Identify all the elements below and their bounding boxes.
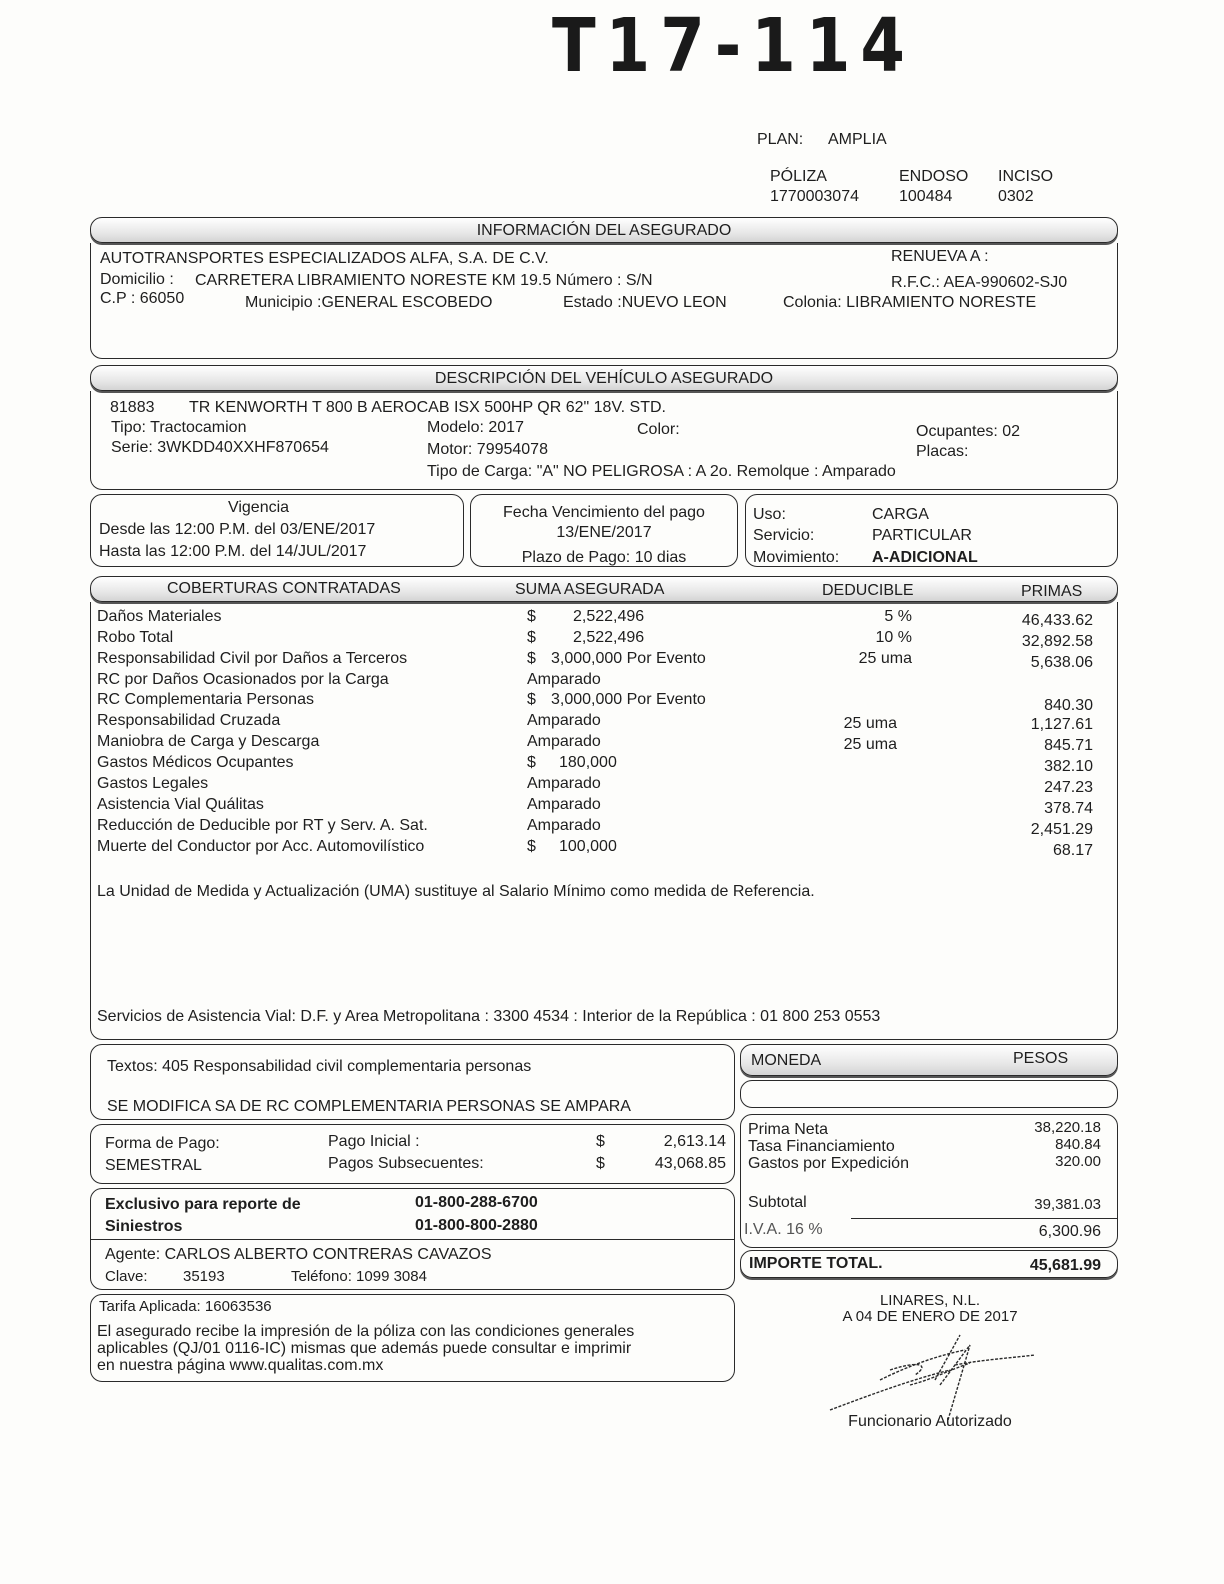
vehicle-section-title: DESCRIPCIÓN DEL VEHÍCULO ASEGURADO: [434, 370, 774, 387]
tarifa-note-line-1: El asegurado recibe la impresión de la póliza con las condiciones generales: [97, 1323, 635, 1340]
uma-note: La Unidad de Medida y Actualización (UMA) sustituye al Salario Mínimo como medida de Referencia.: [97, 883, 815, 900]
plan-label: PLAN:: [757, 131, 804, 148]
payment-method-box: [90, 1124, 735, 1184]
forma-pago-label: Forma de Pago:: [105, 1135, 220, 1152]
coverage-prima: 5,638.06: [1030, 654, 1093, 671]
coverage-name: Asistencia Vial Quálitas: [97, 796, 264, 813]
coverage-table: [90, 602, 1118, 1040]
insured-section-header: [90, 217, 1118, 243]
coverage-name: RC por Daños Ocasionados por la Carga: [97, 671, 389, 688]
siniestros-label-2: Siniestros: [105, 1218, 183, 1235]
uso-label: Uso:: [753, 506, 786, 523]
tasa-label: Tasa Financiamiento: [748, 1138, 895, 1155]
coverage-prima: 378.74: [1044, 800, 1093, 817]
moneda-label: MONEDA: [751, 1052, 822, 1069]
endoso-label: ENDOSO: [899, 168, 969, 185]
rfc: R.F.C.: AEA-990602-SJ0: [891, 274, 1068, 291]
renueva-label: RENUEVA A :: [891, 248, 989, 265]
colonia: Colonia: LIBRAMIENTO NORESTE: [783, 294, 1037, 311]
moneda-value: PESOS: [1013, 1050, 1069, 1067]
siniestros-label-1: Exclusivo para reporte de: [105, 1196, 301, 1213]
vehicle-section-header: [90, 365, 1118, 391]
domicilio-label: Domicilio :: [100, 271, 174, 288]
iva-value: 6,300.96: [1038, 1223, 1101, 1240]
coverage-suma: 180,000: [559, 754, 617, 771]
coverage-currency: $: [527, 754, 536, 771]
municipio: Municipio :GENERAL ESCOBEDO: [245, 294, 493, 311]
coverage-prima: 845.71: [1044, 737, 1093, 754]
empty-box: [740, 1080, 1118, 1108]
payment-term: Plazo de Pago: 10 dias: [521, 549, 687, 566]
vehicle-section: [90, 391, 1118, 490]
signature-place: LINARES, N.L.: [879, 1292, 981, 1309]
poliza-label: PÓLIZA: [770, 168, 827, 185]
claims-agent-box: [90, 1188, 735, 1290]
endoso-number: 100484: [899, 188, 953, 205]
coverage-suma: Amparado: [527, 796, 601, 813]
coverage-name: Responsabilidad Civil por Daños a Terceros: [97, 650, 408, 667]
vehicle-clave: 81883: [110, 399, 155, 416]
importe-total-label: IMPORTE TOTAL.: [749, 1255, 883, 1272]
subtotal-label: Subtotal: [748, 1194, 807, 1211]
deducible-col-header: DEDUCIBLE: [822, 582, 914, 599]
payment-due-box: [470, 494, 738, 567]
coverage-prima: 1,127.61: [1030, 716, 1093, 733]
coverage-table-header: [90, 576, 1118, 602]
textos-line-1: Textos: 405 Responsabilidad civil complementaria personas: [107, 1058, 532, 1075]
servicio-value: PARTICULAR: [872, 527, 972, 544]
vigencia-desde: Desde las 12:00 P.M. del 03/ENE/2017: [99, 521, 376, 538]
coverage-deducible: 25 uma: [843, 715, 897, 732]
coverage-deducible: 5 %: [884, 608, 912, 625]
coverage-prima: 68.17: [1052, 842, 1093, 859]
agent-clave: 35193: [183, 1268, 225, 1285]
vehicle-tipo-carga: Tipo de Carga: "A" NO PELIGROSA : A 2o. Remolque : Amparado: [427, 463, 896, 480]
gastos-label: Gastos por Expedición: [748, 1155, 909, 1172]
movimiento-label: Movimiento:: [753, 549, 840, 566]
coverage-deducible: 10 %: [875, 629, 912, 646]
tasa-value: 840.84: [1055, 1136, 1101, 1153]
coverage-prima: 840.30: [1044, 697, 1093, 714]
suma-col-header: SUMA ASEGURADA: [515, 581, 665, 598]
iva-label: I.V.A. 16 %: [744, 1221, 823, 1238]
coverage-suma: Amparado: [527, 775, 601, 792]
vehicle-placas: Placas:: [916, 443, 969, 460]
pagos-subsecuentes-label: Pagos Subsecuentes:: [328, 1155, 484, 1172]
inciso-label: INCISO: [998, 168, 1054, 185]
tarifa-box: [90, 1294, 735, 1382]
coverage-name: Robo Total: [97, 629, 174, 646]
coverage-deducible: 25 uma: [843, 736, 897, 753]
coverage-suma: Amparado: [527, 712, 601, 729]
vehicle-color: Color:: [637, 421, 680, 438]
insured-section: [90, 243, 1118, 359]
agent-phone: Teléfono: 1099 3084: [291, 1268, 427, 1285]
roadside-assistance-note: Servicios de Asistencia Vial: D.F. y Area Metropolitana : 3300 4534 : Interior de la República : 01 800 253 0553: [97, 1008, 881, 1025]
vehicle-tipo: Tipo: Tractocamion: [111, 419, 247, 436]
divider: [91, 1239, 734, 1240]
coverage-suma: Amparado: [527, 671, 601, 688]
premium-breakdown-box: [740, 1114, 1118, 1248]
table-row: [91, 629, 1117, 650]
insured-section-title: INFORMACIÓN DEL ASEGURADO: [476, 222, 732, 239]
agent-name: Agente: CARLOS ALBERTO CONTRERAS CAVAZOS: [105, 1246, 492, 1263]
pagos-subsecuentes-amount: 43,068.85: [654, 1155, 726, 1172]
table-row: [91, 796, 1117, 817]
servicio-label: Servicio:: [753, 527, 815, 544]
table-row: [91, 650, 1117, 671]
pago-inicial-label: Pago Inicial :: [328, 1133, 420, 1150]
pagos-subsecuentes-currency: $: [596, 1155, 605, 1172]
vehicle-ocupantes: Ocupantes: 02: [916, 423, 1021, 440]
handwritten-reference: T17-114: [552, 4, 915, 90]
table-row: [91, 817, 1117, 838]
coverage-suma: 100,000: [559, 838, 617, 855]
usage-box: [745, 494, 1118, 567]
movimiento-value: A-ADICIONAL: [872, 549, 978, 566]
signature-icon: [820, 1325, 1050, 1420]
coverage-prima: 247.23: [1044, 779, 1093, 796]
vigencia-hasta: Hasta las 12:00 P.M. del 14/JUL/2017: [99, 543, 367, 560]
table-row: [91, 712, 1117, 733]
payment-due-date: 13/ENE/2017: [556, 524, 652, 541]
textos-box: [90, 1044, 735, 1120]
table-row: [91, 733, 1117, 754]
pago-inicial-currency: $: [596, 1133, 605, 1150]
importe-total-value: 45,681.99: [1029, 1257, 1101, 1274]
divider: [851, 1218, 1117, 1219]
coverage-suma: Amparado: [527, 733, 601, 750]
vehicle-serie: Serie: 3WKDD40XXHF870654: [111, 439, 329, 456]
coverage-name: Daños Materiales: [97, 608, 222, 625]
coverage-suma: 2,522,496: [573, 608, 645, 625]
coverage-suma: Amparado: [527, 817, 601, 834]
coverage-col-header: COBERTURAS CONTRATADAS: [167, 580, 401, 597]
tarifa-aplicada: Tarifa Aplicada: 16063536: [99, 1298, 272, 1315]
uso-value: CARGA: [872, 506, 929, 523]
total-box: [740, 1250, 1118, 1278]
inciso-number: 0302: [998, 188, 1034, 205]
pago-inicial-amount: 2,613.14: [663, 1133, 726, 1150]
coverage-deducible: 25 uma: [858, 650, 912, 667]
codigo-postal: C.P : 66050: [100, 290, 185, 307]
coverage-suma: 3,000,000 Por Evento: [551, 691, 706, 708]
coverage-name: Gastos Legales: [97, 775, 209, 792]
vigencia-box: [90, 494, 464, 567]
siniestros-phone-1: 01-800-288-6700: [415, 1194, 538, 1211]
gastos-value: 320.00: [1055, 1153, 1101, 1170]
estado: Estado :NUEVO LEON: [563, 294, 727, 311]
tarifa-note-line-2: aplicables (QJ/01 0116-IC) mismas que además puede consultar e imprimir: [97, 1340, 632, 1357]
coverage-name: Maniobra de Carga y Descarga: [97, 733, 320, 750]
prima-neta-label: Prima Neta: [748, 1121, 829, 1138]
coverage-prima: 32,892.58: [1021, 633, 1093, 650]
coverage-name: Reducción de Deducible por RT y Serv. A. Sat.: [97, 817, 428, 834]
coverage-currency: $: [527, 691, 536, 708]
currency-header: [740, 1044, 1118, 1076]
coverage-currency: $: [527, 608, 536, 625]
coverage-prima: 382.10: [1044, 758, 1093, 775]
coverage-name: Responsabilidad Cruzada: [97, 712, 281, 729]
table-row: [91, 608, 1117, 629]
insured-name: AUTOTRANSPORTES ESPECIALIZADOS ALFA, S.A. DE C.V.: [100, 250, 549, 267]
agent-clave-label: Clave:: [105, 1268, 148, 1285]
plan-value: AMPLIA: [828, 131, 887, 148]
coverage-currency: $: [527, 838, 536, 855]
table-row: [91, 691, 1117, 712]
coverage-prima: 2,451.29: [1030, 821, 1093, 838]
table-row: [91, 838, 1117, 859]
payment-due-title: Fecha Vencimiento del pago: [503, 504, 705, 521]
vehicle-motor: Motor: 79954078: [427, 441, 548, 458]
coverage-currency: $: [527, 650, 536, 667]
table-row: [91, 671, 1117, 692]
primas-col-header: PRIMAS: [1021, 583, 1083, 600]
tarifa-note-line-3: en nuestra página www.qualitas.com.mx: [97, 1357, 384, 1374]
coverage-prima: 46,433.62: [1021, 612, 1093, 629]
poliza-number: 1770003074: [770, 188, 859, 205]
signature-title: Funcionario Autorizado: [848, 1413, 1012, 1430]
coverage-suma: 3,000,000 Por Evento: [551, 650, 706, 667]
coverage-currency: $: [527, 629, 536, 646]
vehicle-modelo: Modelo: 2017: [427, 419, 524, 436]
textos-line-2: SE MODIFICA SA DE RC COMPLEMENTARIA PERSONAS SE AMPARA: [107, 1098, 631, 1115]
coverage-name: Gastos Médicos Ocupantes: [97, 754, 294, 771]
table-row: [91, 754, 1117, 775]
subtotal-value: 39,381.03: [1034, 1196, 1101, 1213]
coverage-name: RC Complementaria Personas: [97, 691, 314, 708]
domicilio-value: CARRETERA LIBRAMIENTO NORESTE KM 19.5 Número : S/N: [195, 272, 653, 289]
coverage-suma: 2,522,496: [573, 629, 645, 646]
prima-neta-value: 38,220.18: [1034, 1119, 1101, 1136]
signature-date: A 04 DE ENERO DE 2017: [842, 1308, 1018, 1325]
forma-pago-value: SEMESTRAL: [105, 1157, 202, 1174]
siniestros-phone-2: 01-800-800-2880: [415, 1217, 538, 1234]
vehicle-description: TR KENWORTH T 800 B AEROCAB ISX 500HP QR 62" 18V. STD.: [189, 399, 666, 416]
coverage-name: Muerte del Conductor por Acc. Automovilístico: [97, 838, 425, 855]
table-row: [91, 775, 1117, 796]
vigencia-title: Vigencia: [227, 499, 290, 516]
